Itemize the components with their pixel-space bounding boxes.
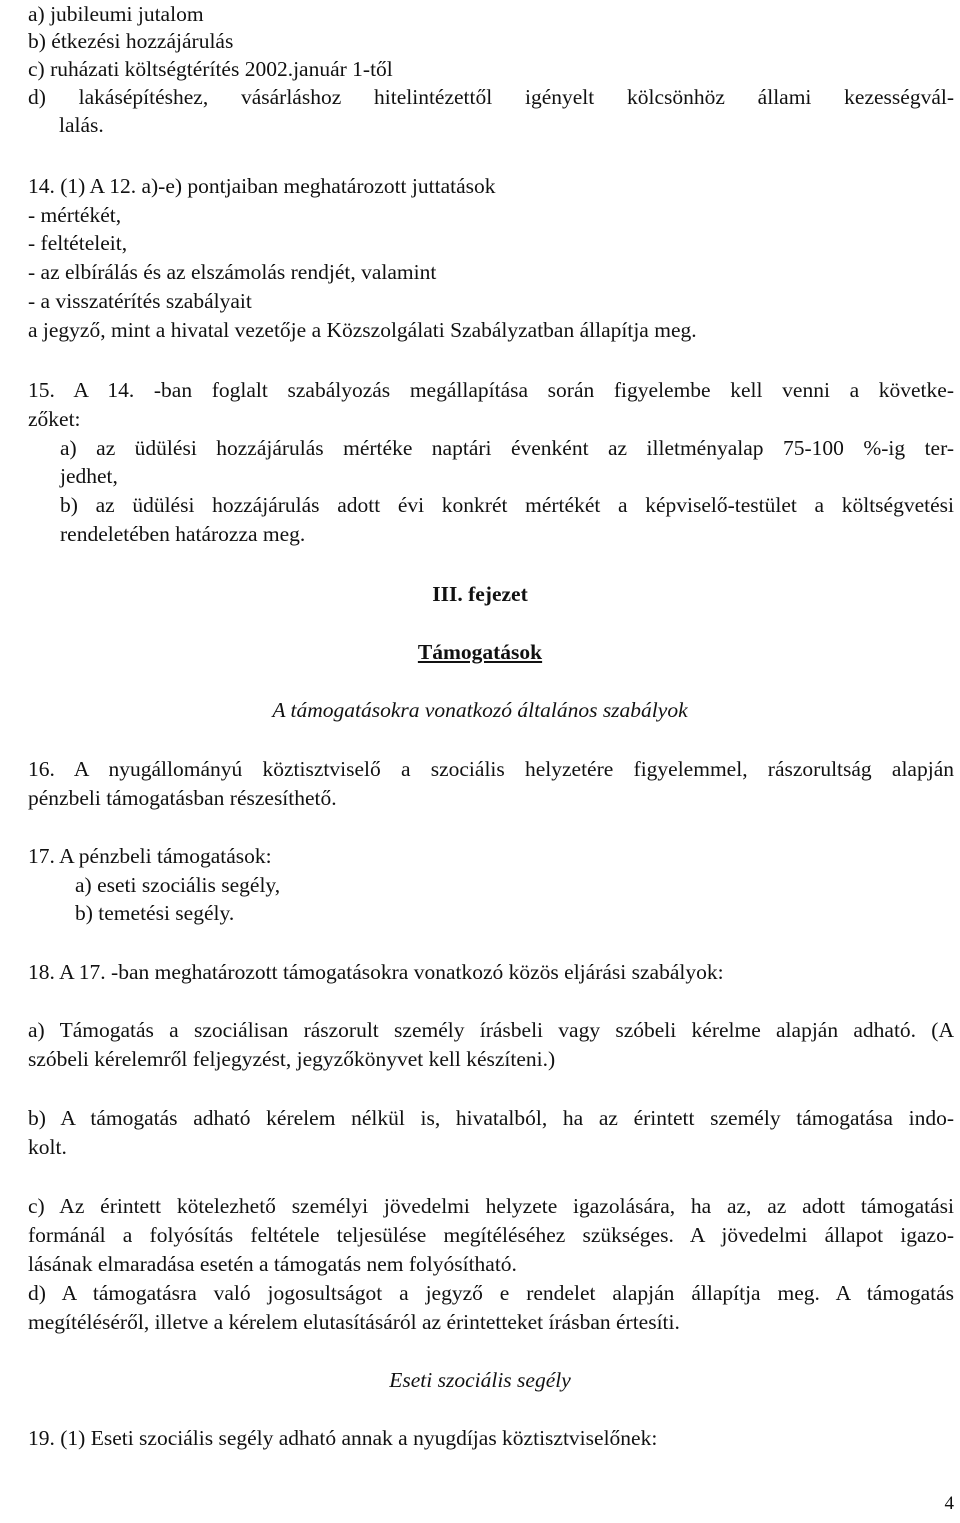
list-item-a: a) jubileumi jutalom [28,2,204,26]
paragraph-18-b-line1: b) A támogatás adható kérelem nélkül is, hivatalból, ha az érintett személy támogatása indo- [28,1106,954,1130]
paragraph-17-head: 17. A pénzbeli támogatások: [28,844,272,868]
paragraph-15-line2: zőket: [28,407,81,431]
paragraph-16-line1: 16. A nyugállományú köztisztviselő a szociális helyzetére figyelemmel, rászorultság alapján [28,757,954,781]
page-number: 4 [944,1493,954,1514]
paragraph-14-item-3: - az elbírálás és az elszámolás rendjét, valamint [28,260,437,284]
paragraph-18-d-line1: d) A támogatásra való jogosultságot a jegyző e rendelet alapján állapítja meg. A támogatás [28,1281,954,1305]
chapter-subtitle: A támogatásokra vonatkozó általános szabályok [272,698,688,722]
paragraph-19-head: 19. (1) Eseti szociális segély adható annak a nyugdíjas köztisztviselőnek: [28,1426,658,1450]
paragraph-15-a-line2: jedhet, [60,464,118,488]
list-item-c: c) ruházati költségtérítés 2002.január 1-től [28,57,393,81]
list-item-b: b) étkezési hozzájárulás [28,29,234,53]
paragraph-15-a-line1: a) az üdülési hozzájárulás mértéke naptári évenként az illetményalap 75-100 %-ig ter- [60,436,954,460]
paragraph-16-line2: pénzbeli támogatásban részesíthető. [28,786,337,810]
paragraph-18-c-line3: lásának elmaradása esetén a támogatás nem folyósítható. [28,1252,517,1276]
paragraph-15-b-line1: b) az üdülési hozzájárulás adott évi konkrét mértékét a képviselő-testület a költségvetési [60,493,954,517]
paragraph-14-item-4: - a visszatérítés szabályait [28,289,252,313]
chapter-title [0,638,960,667]
paragraph-14-item-2: - feltételeit, [28,231,128,255]
paragraph-15-line1: 15. A 14. -ban foglalt szabályozás megállapítása során figyelembe kell venni a követke- [28,378,954,402]
paragraph-14-item-1: - mértékét, [28,203,122,227]
paragraph-18-c-line1: c) Az érintett kötelezhető személyi jövedelmi helyzete igazolására, ha az, az adott támogatási [28,1194,954,1218]
paragraph-14-head: 14. (1) A 12. a)-e) pontjaiban meghatározott juttatások [28,174,496,198]
chapter-title-text: Támogatások [417,640,543,664]
list-item-d-line2: lalás. [59,113,104,137]
chapter-number: III. fejezet [432,582,528,606]
paragraph-17-item-a: a) eseti szociális segély, [75,873,281,897]
paragraph-18-c-line2: formánál a folyósítás feltétele teljesülése megítéléséhez szükséges. A jövedelmi állapot igazo- [28,1223,954,1247]
paragraph-17-item-b: b) temetési segély. [75,901,235,925]
paragraph-18-d-line2: megítéléséről, illetve a kérelem elutasításáról az érintetteket írásban értesíti. [28,1310,680,1334]
paragraph-18-a-line2: szóbeli kérelemről feljegyzést, jegyzőkönyvet kell készíteni.) [28,1047,556,1071]
paragraph-18-a-line1: a) Támogatás a szociálisan rászorult személy írásbeli vagy szóbeli kérelme alapján adható. (A [28,1018,954,1042]
paragraph-18-b-line2: kolt. [28,1135,67,1159]
paragraph-18-head: 18. A 17. -ban meghatározott támogatásokra vonatkozó közös eljárási szabályok: [28,960,724,984]
paragraph-15-b-line2: rendeletében határozza meg. [60,522,306,546]
paragraph-14-tail: a jegyző, mint a hivatal vezetője a Közszolgálati Szabályzatban állapítja meg. [28,318,697,342]
section-title-eseti: Eseti szociális segély [389,1368,571,1392]
list-item-d-line1: d) lakásépítéshez, vásárláshoz hitelintézettől igényelt kölcsönhöz állami kezességvál- [28,85,954,109]
